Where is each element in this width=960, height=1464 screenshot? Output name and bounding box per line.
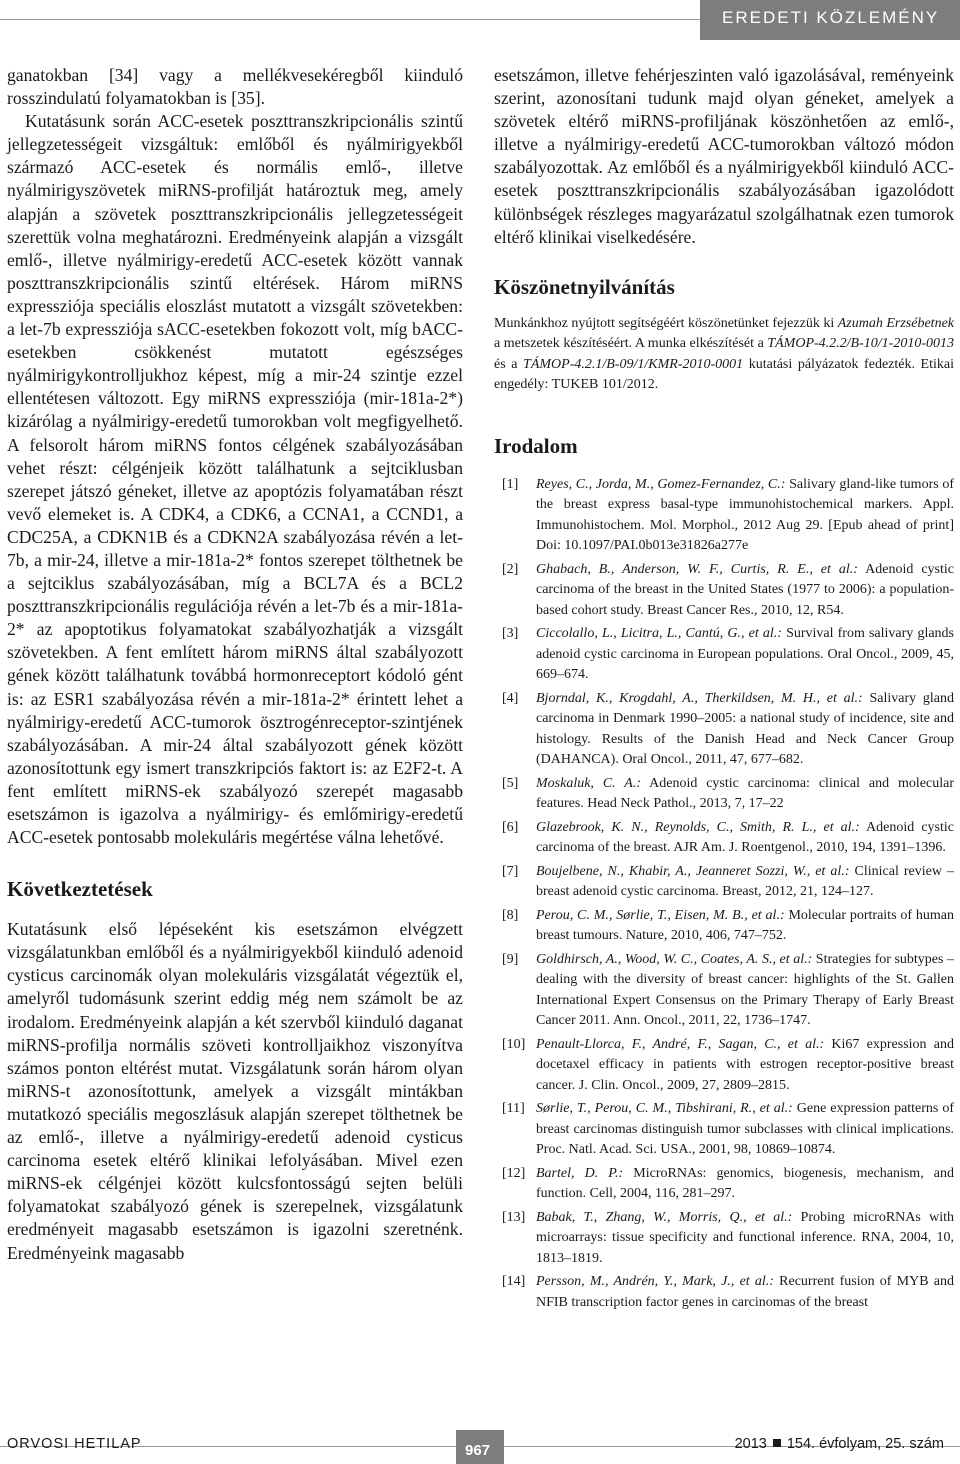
- reference-number: [9]: [502, 951, 519, 967]
- issue-info: [735, 1436, 944, 1452]
- reference-text: Strategies for subtypes – dealing with the diversity of breast cancer: highlights of the St. Gallen International Expert Consensus on the Primary Therapy of Early Breast Cancer 2011. Ann. Oncol., 2011, 22, 1736–1747.: [536, 951, 955, 1029]
- reference-item: [494, 1099, 954, 1161]
- reference-number: [13]: [502, 1209, 526, 1225]
- reference-text: Adenoid cystic carcinoma: clinical and molecular features. Head Neck Pathol., 2013, 7, 17–22: [536, 775, 954, 812]
- page-number: 967: [465, 1442, 491, 1459]
- reference-item: [494, 818, 954, 859]
- square-bullet-icon: [773, 1439, 781, 1447]
- reference-authors: Bjorndal, K., Krogdahl, A., Therkildsen, M. H., et al.:: [536, 690, 863, 706]
- ack-text: Munkánkhoz nyújtott segítségéért köszönetünket fejezzük ki: [494, 315, 838, 331]
- ack-name: Azumah Erzsébetnek: [837, 315, 954, 331]
- issue-year: 2013: [734, 1436, 767, 1452]
- reference-number: [1]: [502, 476, 519, 492]
- reference-text: Clinical review – breast adenoid cystic carcinoma. Breast, 2012, 21, 124–127.: [536, 863, 954, 900]
- reference-authors: Glazebrook, K. N., Reynolds, C., Smith, R. L., et al.:: [536, 819, 860, 835]
- reference-list: [494, 475, 954, 1314]
- reference-authors: Penault-Llorca, F., André, F., Sagan, C., et al.:: [536, 1036, 825, 1052]
- reference-authors: Boujelbene, N., Khabir, A., Jeanneret Sozzi, W., et al.:: [536, 863, 850, 879]
- reference-number: [6]: [502, 819, 519, 835]
- reference-item: [494, 774, 954, 815]
- ack-text: és a: [494, 356, 524, 372]
- reference-item: [494, 560, 954, 622]
- reference-number: [2]: [502, 561, 519, 577]
- issue-volume: 154. évfolyam, 25. szám: [786, 1436, 944, 1452]
- ack-text: a metszetek készítéséért. A munka elkészítését a: [494, 336, 768, 352]
- reference-number: [14]: [502, 1274, 526, 1290]
- ack-grant: TÁMOP-4.2.1/B-09/1/KMR-2010-0001: [523, 356, 744, 372]
- page-header: [0, 0, 960, 40]
- reference-text: Salivary gland-like tumors of the breast express basal-type immunohistochemical markers. Appl. Immunohistochem. Mol. Morphol., 2012 Aug 29. [Epub ahead of print] Doi: 10.1097/PAI.0b013e31826a277e: [536, 476, 954, 554]
- reference-number: [8]: [502, 907, 519, 923]
- reference-text: Survival from salivary glands adenoid cystic carcinoma in European populations. Oral Oncol., 2009, 45, 669–674.: [536, 626, 954, 683]
- reference-text: Ki67 expression and docetaxel efficacy in patients with estrogen receptor-positive breast cancer. J. Clin. Oncol., 2009, 27, 2809–2815.: [536, 1036, 954, 1093]
- reference-text: MicroRNAs: genomics, biogenesis, mechanism, and function. Cell, 2004, 116, 281–297.: [536, 1165, 955, 1202]
- reference-number: [4]: [502, 690, 519, 706]
- conclusions-text: Kutatásunk első lépéseként kis esetszámon elvégzett vizsgálatunkban emlőből és a nyálmirigyekből kiinduló adenoid cysticus carcinomák olyan molekuláris vizsgálatát végeztük el, amelyről tudomásunk szerint eddig még nem számolt be az irodalom. Eredményeink alapján a két szervből kiinduló daganat miRNS-profilja normális szöveti kontrolljaikhoz viszonyítva számos ponton eltérést mutat. Vizsgálatunk során három olyan miRNS-t azonosítottunk, amelyek a vizsgált mintákban mutatkozó speciális megoszlásuk alapján szerepet tölthetnek be az emlő-, illetve a nyálmirigy-eredetű adenoid cysticus carcinoma esetek eltérő klinikai lefolyásában. Mivel ezen miRNS-ek célgénjei között kulcsfontosságú sejten belüli folyamatokat szabályozó gének is szerepelnek, vizsgálatunk eredményeit magasabb esetszámon is igazolni szeretnénk. Eredményeink magasabb: [7, 919, 463, 1263]
- reference-authors: Sørlie, T., Perou, C. M., Tibshirani, R., et al.:: [536, 1101, 793, 1117]
- reference-text: Recurrent fusion of MYB and NFIB transcription factor genes in carcinomas of the breast: [536, 1274, 954, 1310]
- reference-text: Adenoid cystic carcinoma of the breast in the United States (1977 to 2006): a population-based cohort study. Breast Cancer Res., 2010, 12, R54.: [536, 561, 954, 618]
- reference-item: [494, 475, 954, 557]
- body-paragraph: esetszámon, illetve fehérjeszinten való igazolásával, reményeink szerint, azonosítani tudunk majd olyan géneket, amelyek a szövetek eltérő miRNS-profiljának köszönhetően az emlő-, illetve a nyálmirigy-eredetű ACC-tumorokban változó módon szabályozottak. Az emlőből és a nyálmirigyekből kiinduló ACC-esetek poszttranszkripcionális szabályozásában igazolódott különbségek részleges magyarázatul szolgálhatnak ezen tumorok eltérő klinikai viselkedésére.: [494, 65, 954, 247]
- acknowledgements-heading: Köszönetnyilvánítás: [494, 274, 675, 299]
- reference-number: [7]: [502, 863, 519, 879]
- reference-text: Molecular portraits of human breast tumours. Nature, 2010, 406, 747–752.: [536, 907, 955, 944]
- reference-authors: Bartel, D. P.:: [536, 1165, 624, 1181]
- reference-text: Adenoid cystic carcinoma of the breast. AJR Am. J. Roentgenol., 2010, 194, 1391–1396.: [536, 819, 954, 856]
- section-label: EREDETI KÖZLEMÉNY: [722, 8, 940, 27]
- right-column: [494, 64, 954, 1316]
- reference-item: [494, 1164, 954, 1205]
- reference-text: Probing microRNAs with microarrays: tissue specificity and functional inference. RNA, 2004, 10, 1813–1819.: [536, 1209, 955, 1266]
- reference-number: [12]: [502, 1165, 526, 1181]
- journal-name: ORVOSI HETILAP: [7, 1436, 142, 1452]
- reference-item: [494, 1272, 954, 1313]
- reference-item: [494, 1035, 954, 1097]
- reference-text: Salivary gland carcinoma in Denmark 1990–2005: a national study of incidence, site and histology. Results of the Danish Head and Neck Cancer Group (DAHANCA). Oral Oncol., 2011, 47, 677–682.: [536, 690, 955, 768]
- ack-text: kutatási pályázatok fedezték. Etikai engedély: TUKEB 101/2012.: [494, 356, 954, 393]
- reference-number: [5]: [502, 775, 519, 791]
- reference-number: [11]: [502, 1101, 525, 1117]
- reference-authors: Goldhirsch, A., Wood, W. C., Coates, A. S., et al.:: [536, 951, 813, 967]
- references-heading: Irodalom: [494, 433, 578, 458]
- ack-grant: TÁMOP-4.2.2/B-10/1-2010-0013: [767, 336, 954, 352]
- reference-authors: Moskaluk, C. A.:: [536, 775, 641, 791]
- page-number-box: [456, 1430, 504, 1464]
- reference-authors: Perou, C. M., Sørlie, T., Eisen, M. B., et al.:: [536, 907, 785, 923]
- body-paragraph: Kutatásunk során ACC-esetek poszttranszkripcionális szintű jellegzetességeit vizsgáltuk: emlőből és nyálmirigyekből származó ACC-esetek és normális emlő-, illetve nyálmirigyszövetek miRNS-profilját határoztuk meg, amely alapján a szövetek poszttranszkripcionális jellegzetességeit szerettük volna meghatározni. Eredményeink alapján a vizsgált emlő-, illetve nyálmirigy-eredetű ACC-esetek között vannak poszttranszkripcionális szintű eltérések. Három miRNS expressziója speciális eloszlást mutatott a vizsgált szövetekben: a let-7b expressziója sACC-esetekben fokozott volt, míg bACC-esetekben csökkenést mutatott egészséges nyálmirigykontrolljukhoz képest, míg a mir-24 szintje ezzel ellentétesen változott. Egy miRNS expressziója (mir-181a-2*) kizárólag a nyálmirigy-eredetű tumorokban volt megfigyelhető. A felsorolt három miRNS fontos célgének szabályozásában vehet részt: célgénjeik között találhatunk a sejtciklusban szerepet játszó géneket, illetve az apoptózis folyamatában részt vevő elemeket is. A CDK4, a CDK6, a CCNA1, a CCND1, a CDC25A, a CDKN1B és a CDKN2A szabályozása révén a let-7b, a mir-24, illetve a mir-181a-2* fontos szerepet tölthetnek be a sejtciklus szabályozásában, míg a BCL7A és a BCL2 poszttranszkripcionális regulációja révén a let-7b és a mir-181a-2* az apoptotikus folyamatokat szabályozhatják a vizsgált szövetekben. A fent említett három miRNS által szabályozott gének között találhatunk továbbá hormonreceptort kódoló gént is: az ESR1 szabályozása révén a mir-181a-2* érintett lehet a nyálmirigy-eredetű ACC-tumorok ösztrogénreceptor-szintjének szabályozásában. A mir-24 által szabályozott gének között azonosítottunk egy ismert transzkripciós faktort is: az E2F2-t. A fent említett miRNS-ek szabályozó szerepét magasabb esetszámon is igazolva a nyálmirigy- és emlőmirigy-eredetű ACC-esetek pontosabb molekuláris megértése válna lehetővé.: [7, 111, 463, 848]
- reference-number: [3]: [502, 626, 519, 642]
- reference-item: [494, 689, 954, 771]
- reference-authors: Ciccolallo, L., Licitra, L., Cantú, G., et al.:: [536, 626, 782, 642]
- reference-authors: Ghabach, B., Anderson, W. F., Curtis, R. E., et al.:: [536, 561, 858, 577]
- reference-item: [494, 624, 954, 686]
- reference-item: [494, 862, 954, 903]
- section-tab: [700, 0, 960, 40]
- acknowledgements-text: [494, 314, 954, 396]
- reference-item: [494, 950, 954, 1032]
- reference-authors: Reyes, C., Jorda, M., Gomez-Fernandez, C.:: [536, 476, 786, 492]
- left-column: [7, 64, 463, 1265]
- conclusions-heading: Következtetések: [7, 877, 153, 902]
- reference-text: Gene expression patterns of breast carcinomas distinguish tumor subclasses with clinical implications. Proc. Natl. Acad. Sci. USA., 2001, 98, 10869–10874.: [536, 1101, 954, 1158]
- reference-authors: Babak, T., Zhang, W., Morris, Q., et al.:: [536, 1209, 793, 1225]
- reference-item: [494, 906, 954, 947]
- reference-authors: Persson, M., Andrén, Y., Mark, J., et al.:: [536, 1274, 774, 1290]
- body-paragraph: ganatokban [34] vagy a mellékvesekéregből kiinduló rosszindulatú folyamatokban is [35].: [7, 65, 463, 109]
- reference-item: [494, 1208, 954, 1270]
- reference-number: [10]: [502, 1036, 526, 1052]
